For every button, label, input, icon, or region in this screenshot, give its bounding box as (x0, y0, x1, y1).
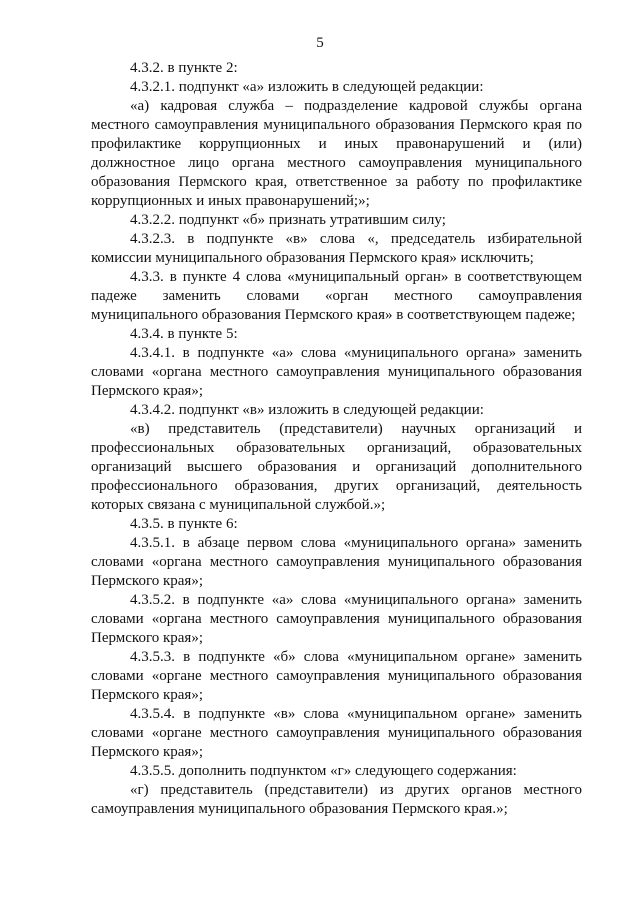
quote-subparagraph-a: «а) кадровая служба – подразделение кадровой службы органа местного самоуправления муниципального образования Пермского края по профилактике коррупционных и иных правонарушений и (или) должностное лицо органа местного самоуправления муниципального образования Пермского края, ответственное за работу по профилактике коррупционных и иных правонарушений;»; (91, 98, 582, 209)
quote-subparagraph-v: «в) представитель (представители) научных организаций и профессиональных образовательных организаций, образовательных организаций высшего образования и организаций дополнительного профессионального образования, других организаций, деятельность которых связана с муниципальной службой.»; (91, 421, 582, 513)
paragraph-4-3-5-4: 4.3.5.4. в подпункте «в» слова «муниципальном органе» заменить словами «органе местного самоуправления муниципального образования Пермского края»; (91, 706, 582, 760)
paragraph-4-3-4-1: 4.3.4.1. в подпункте «а» слова «муниципального органа» заменить словами «органа местного самоуправления муниципального образования Пермского края»; (91, 345, 582, 399)
paragraph-4-3-5-1: 4.3.5.1. в абзаце первом слова «муниципального органа» заменить словами «органа местного самоуправления муниципального образования Пермского края»; (91, 535, 582, 589)
paragraph-4-3-2: 4.3.2. в пункте 2: (130, 60, 238, 76)
paragraph-4-3-5-2: 4.3.5.2. в подпункте «а» слова «муниципального органа» заменить словами «органа местного самоуправления муниципального образования Пермского края»; (91, 592, 582, 646)
paragraph-4-3-2-2: 4.3.2.2. подпункт «б» признать утратившим силу; (130, 212, 446, 228)
paragraph-4-3-5-5: 4.3.5.5. дополнить подпунктом «г» следующего содержания: (130, 763, 517, 779)
paragraph-4-3-2-3: 4.3.2.3. в подпункте «в» слова «, председатель избирательной комиссии муниципального образования Пермского края» исключить; (91, 231, 582, 266)
paragraph-4-3-4: 4.3.4. в пункте 5: (130, 326, 238, 342)
paragraph-4-3-3: 4.3.3. в пункте 4 слова «муниципальный орган» в соответствующем падеже заменить словами «орган местного самоуправления муниципального образования Пермского края» в соответствующем падеже; (91, 269, 582, 323)
paragraph-4-3-2-1: 4.3.2.1. подпункт «а» изложить в следующей редакции: (130, 79, 484, 95)
paragraph-4-3-4-2: 4.3.4.2. подпункт «в» изложить в следующей редакции: (130, 402, 484, 418)
page-number: 5 (316, 35, 324, 51)
paragraph-4-3-5-3: 4.3.5.3. в подпункте «б» слова «муниципальном органе» заменить словами «органе местного самоуправления муниципального образования Пермского края»; (91, 649, 582, 703)
paragraph-4-3-5: 4.3.5. в пункте 6: (130, 516, 238, 532)
quote-subparagraph-g: «г) представитель (представители) из других органов местного самоуправления муниципального образования Пермского края.»; (91, 782, 582, 817)
document-body (91, 59, 582, 819)
